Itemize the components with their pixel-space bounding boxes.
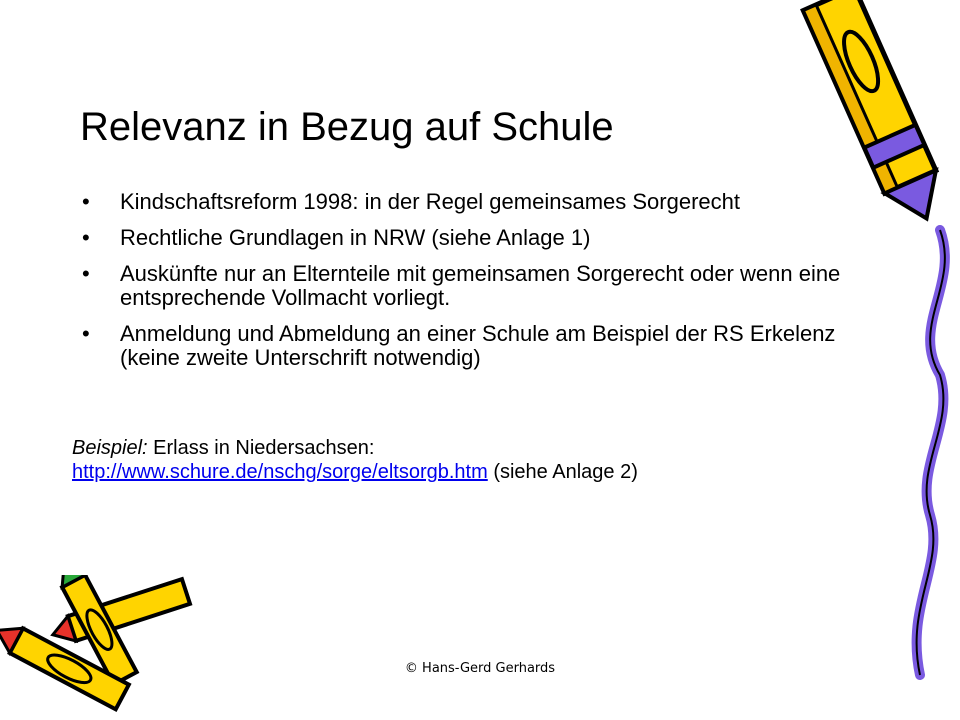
example-link[interactable]: http://www.schure.de/nschg/sorge/eltsorgb.htm xyxy=(72,461,488,483)
bullet-text: Auskünfte nur an Elternteile mit gemeinsamen Sorgerecht oder wenn eine entsprechende Vollmacht vorliegt. xyxy=(120,261,841,310)
bullet-dot: • xyxy=(82,225,90,250)
pencils-clipart-icon xyxy=(0,575,200,715)
bullet-dot: • xyxy=(82,321,90,346)
bullet-text: Rechtliche Grundlagen in NRW (siehe Anlage 1) xyxy=(120,225,591,250)
slide-title: Relevanz in Bezug auf Schule xyxy=(80,105,614,149)
bullet-text: Anmeldung und Abmeldung an einer Schule am Beispiel der RS Erkelenz (keine zweite Unterschrift notwendig) xyxy=(120,321,836,370)
bullet-dot: • xyxy=(82,189,90,214)
bullet-dot: • xyxy=(82,261,90,286)
example-label: Beispiel: xyxy=(72,437,148,459)
bullet-list xyxy=(78,190,878,382)
example-suffix: (siehe Anlage 2) xyxy=(493,461,638,483)
bullet-item xyxy=(78,190,878,214)
scribble-line-icon xyxy=(900,225,960,680)
example-text: Erlass in Niedersachsen: xyxy=(153,437,375,459)
bullet-item xyxy=(78,226,878,250)
bullet-item xyxy=(78,322,878,370)
example-heading xyxy=(72,436,638,460)
example-block xyxy=(72,436,638,484)
example-link-line xyxy=(72,460,638,484)
footer-copyright: © Hans-Gerd Gerhards xyxy=(404,661,556,676)
bullet-text: Kindschaftsreform 1998: in der Regel gemeinsames Sorgerecht xyxy=(120,189,740,214)
bullet-item xyxy=(78,262,878,310)
